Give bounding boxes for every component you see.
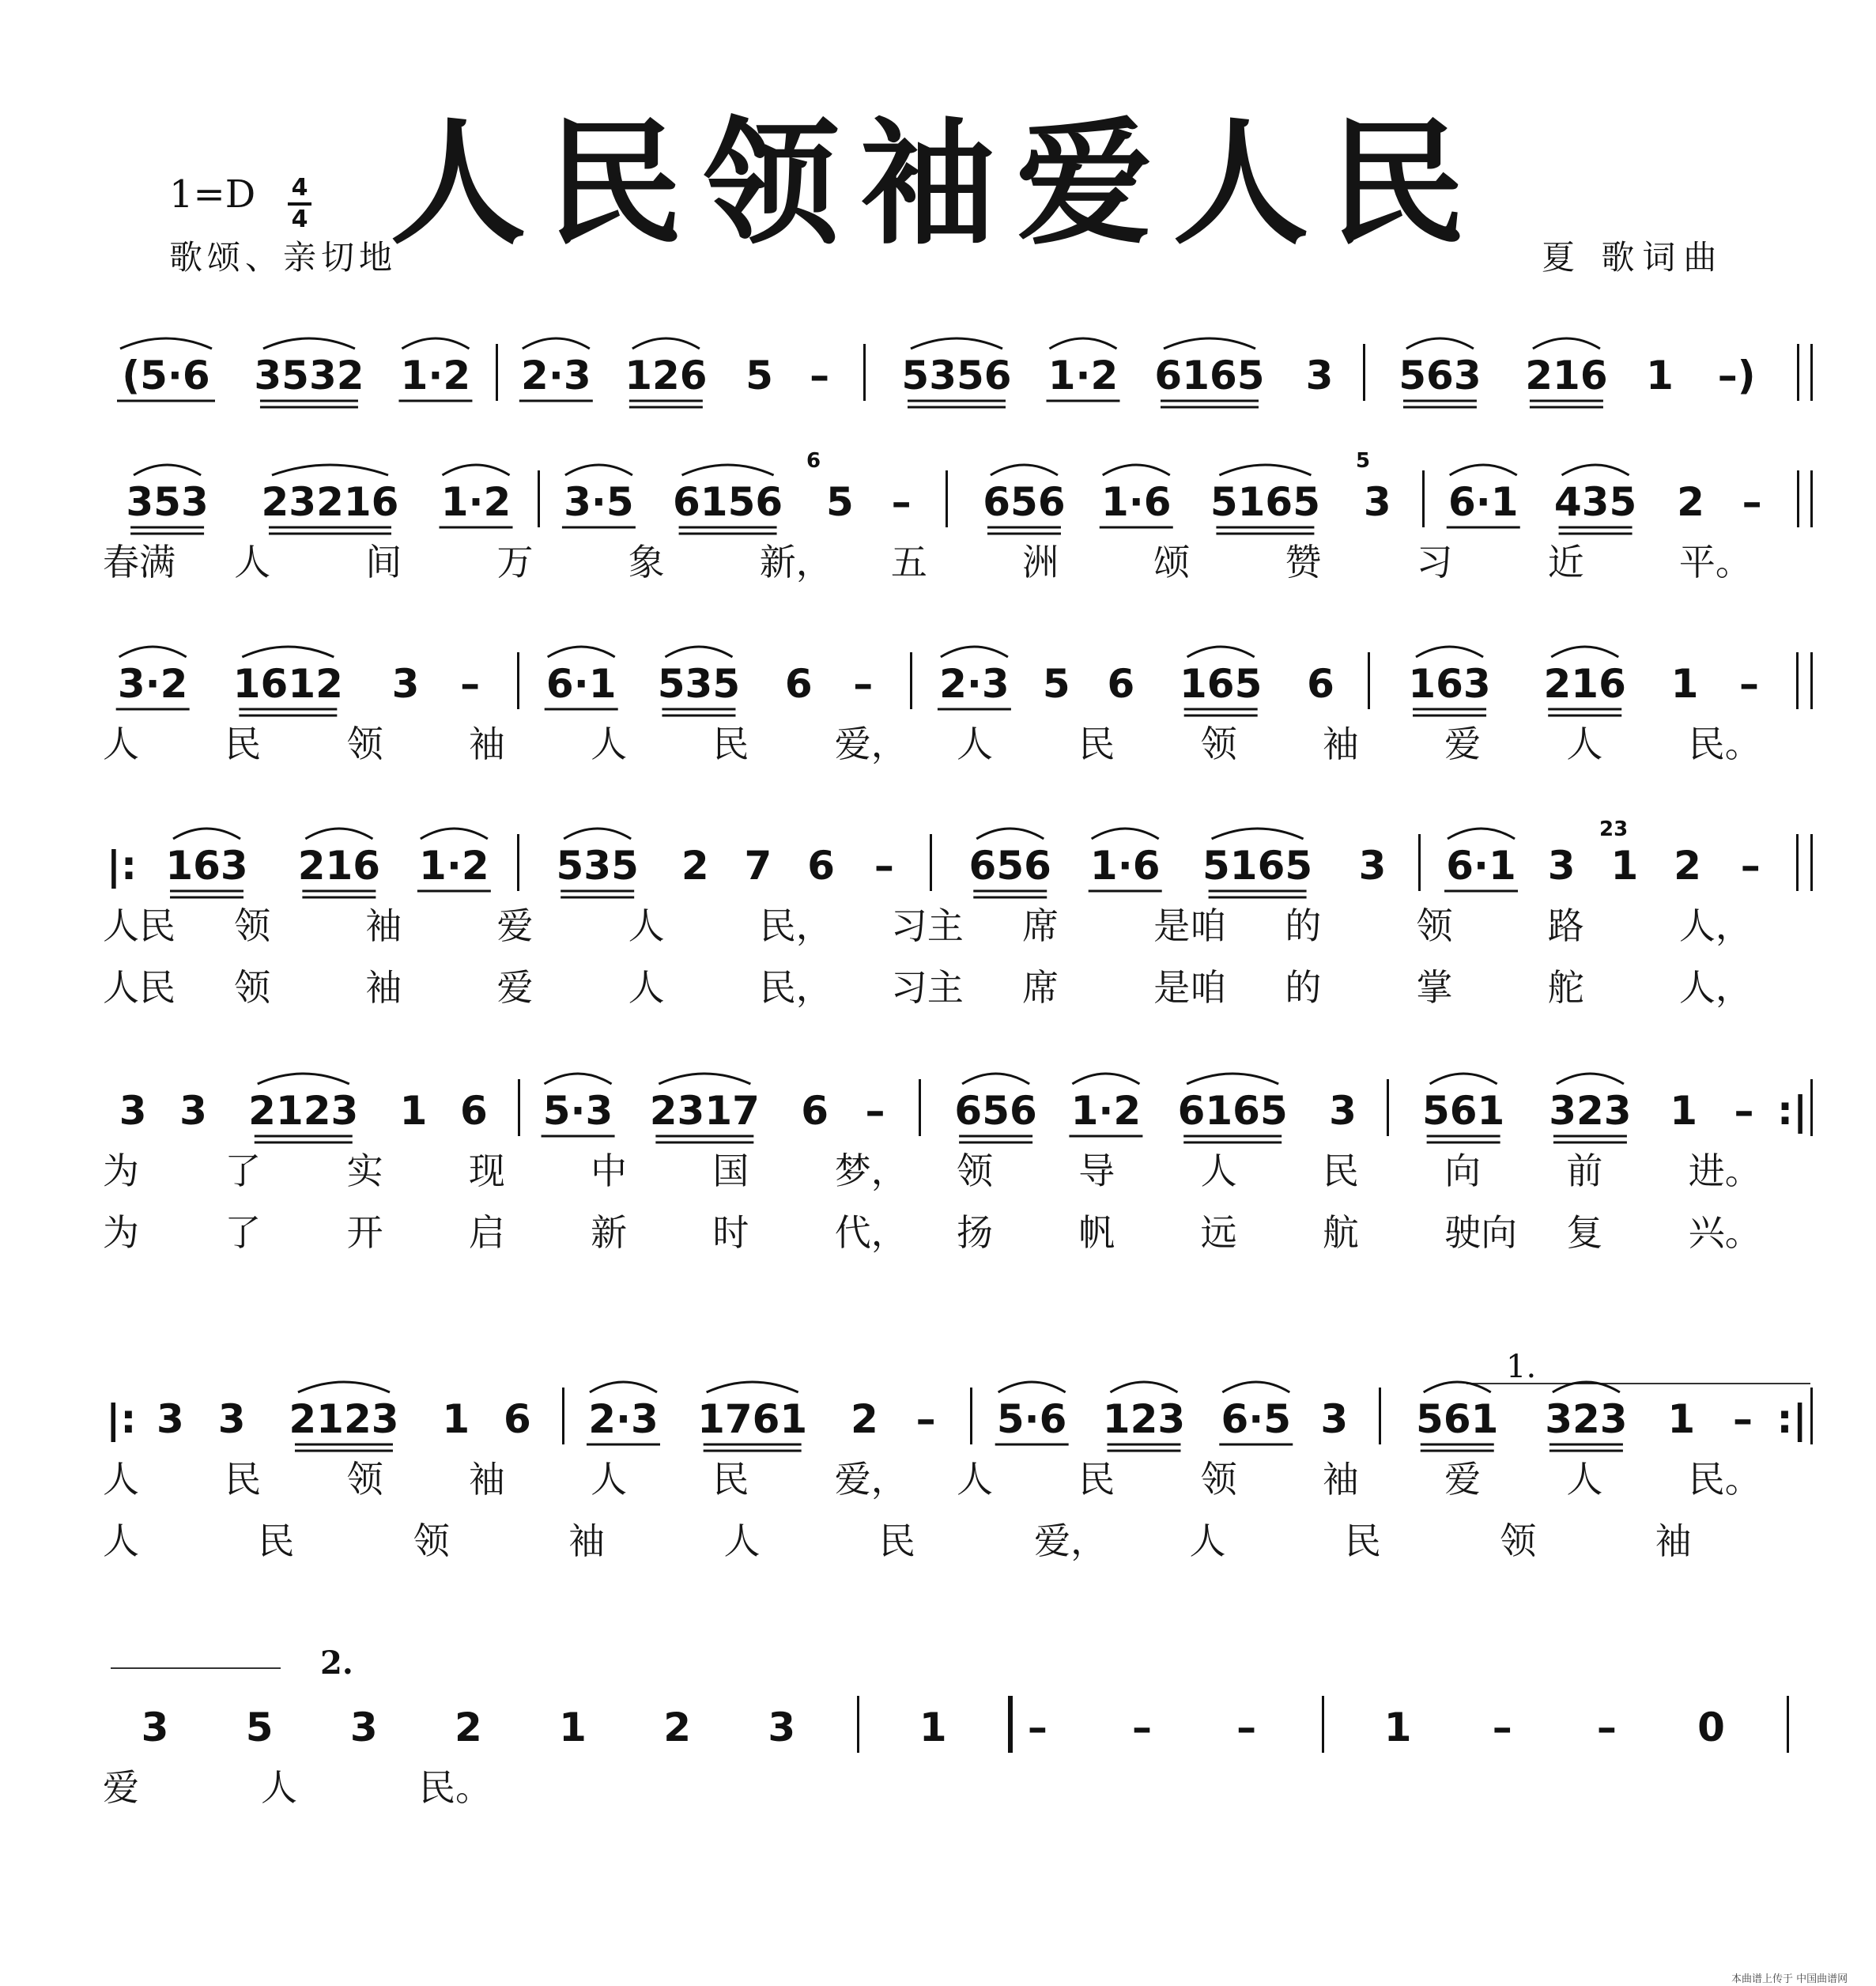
key-signature: 1=D	[169, 172, 256, 217]
lyric-syllable: 启	[468, 1211, 505, 1254]
lyric-syllable: 民，	[759, 904, 832, 947]
note: 1	[399, 1088, 428, 1134]
lyric-syllable: 袖	[1655, 1520, 1692, 1562]
lyric-syllable: 民	[1078, 723, 1115, 765]
lyric-syllable: 梦，	[834, 1150, 908, 1192]
lyric-syllable: 领	[413, 1520, 450, 1562]
slur	[548, 647, 615, 657]
slur	[305, 829, 372, 839]
note: 2·3	[521, 353, 591, 398]
lyric-syllable: 领	[346, 1458, 383, 1501]
note: 1	[1670, 661, 1699, 707]
slur	[1110, 1382, 1177, 1392]
lyric-syllable: 习	[1416, 541, 1453, 583]
lyric-syllable: 扬	[957, 1211, 993, 1254]
meter-bottom: 4	[291, 206, 308, 233]
dash: –	[891, 479, 912, 525]
note: 323	[1549, 1088, 1632, 1134]
repeat-sign: :|	[1776, 1088, 1808, 1134]
lyric-syllable: 人民	[103, 904, 176, 947]
dash: –	[865, 1088, 885, 1134]
note: 216	[1543, 661, 1626, 707]
lyric-syllable: 习主	[890, 966, 964, 1009]
note: 1612	[232, 661, 343, 707]
lyric-syllable: 人	[1200, 1150, 1237, 1192]
slur	[1219, 465, 1311, 475]
lyric-syllable: 帆	[1078, 1211, 1115, 1254]
note: 6·1	[545, 661, 617, 707]
lyric-syllable: 人	[628, 966, 665, 1009]
grace-note: 23	[1599, 817, 1629, 841]
lyric-syllable: 袖	[365, 966, 402, 1009]
lyric-syllable: 民	[225, 723, 262, 765]
lyric-syllable: 人	[591, 1458, 628, 1501]
lyric-syllable: 的	[1285, 966, 1322, 1009]
note: 6	[1307, 661, 1334, 707]
note: 6·5	[1221, 1396, 1292, 1442]
note: 1	[1646, 353, 1674, 398]
note: 1	[1383, 1705, 1412, 1750]
note: 1·2	[440, 479, 511, 525]
lyric-syllable: 民	[712, 723, 749, 765]
note: 3532	[254, 353, 364, 398]
note: 3	[1358, 843, 1387, 889]
slur	[545, 1074, 612, 1084]
slur	[707, 1382, 798, 1392]
lyric-syllable: 路	[1547, 904, 1584, 947]
note: 535	[657, 661, 741, 707]
note: 0	[1697, 1705, 1725, 1750]
lyric-syllable: 领	[1200, 1458, 1237, 1501]
volta-first-label: 1.	[1506, 1349, 1537, 1385]
note: 3	[349, 1705, 378, 1750]
slur	[1103, 465, 1170, 475]
lyric-syllable: 导	[1078, 1150, 1115, 1192]
slur	[1551, 647, 1618, 657]
lyric-syllable: 了	[225, 1150, 262, 1192]
slur	[1050, 338, 1117, 349]
lyric-syllable: 袖	[568, 1520, 606, 1562]
note: 3	[1547, 843, 1576, 889]
note: 2	[1674, 843, 1701, 889]
lyric-syllable: 爱	[496, 966, 534, 1009]
lyric-syllable: 人	[261, 1766, 297, 1809]
lyric-syllable: 近	[1547, 541, 1584, 583]
lyric-syllable: 人	[957, 723, 993, 765]
lyric-syllable: 袖	[1322, 723, 1359, 765]
lyric-syllable: 颂	[1153, 541, 1191, 583]
slur	[991, 465, 1058, 475]
lyric-syllable: 赞	[1285, 541, 1322, 583]
lyric-syllable: 现	[468, 1150, 505, 1192]
lyric-syllable: 实	[346, 1150, 383, 1192]
note: 3	[179, 1088, 207, 1134]
composer-credit: 夏 歌词曲	[1542, 238, 1725, 277]
lyric-syllable: 人	[1189, 1520, 1226, 1562]
note: 1·2	[1070, 1088, 1142, 1134]
dash: –	[1739, 661, 1760, 707]
lyric-syllable: 袖	[365, 904, 402, 947]
slur	[665, 647, 732, 657]
dash: –	[915, 1396, 936, 1442]
lyric-syllable: 爱	[103, 1766, 139, 1809]
slur	[119, 647, 187, 657]
slur	[242, 647, 334, 657]
note: 3	[768, 1705, 796, 1750]
lyric-syllable: 万	[496, 541, 534, 583]
grace-note: 5	[1356, 449, 1371, 473]
note: 6	[504, 1396, 531, 1442]
note: 2	[1677, 479, 1704, 525]
note: 2	[663, 1705, 691, 1750]
note: 123	[1102, 1396, 1186, 1442]
note: 3	[1320, 1396, 1349, 1442]
note: 1761	[697, 1396, 808, 1442]
slur	[258, 1074, 349, 1084]
slur	[402, 338, 469, 349]
slur	[263, 338, 355, 349]
lyric-syllable: 袖	[1322, 1458, 1359, 1501]
dash: –	[460, 661, 481, 707]
slur	[1562, 465, 1629, 475]
slur	[1222, 1382, 1289, 1392]
footer-stamp: 本曲谱上传于 中国曲谱网	[1731, 1973, 1848, 1985]
note: 2	[851, 1396, 878, 1442]
note: 3·5	[564, 479, 634, 525]
slur	[590, 1382, 657, 1392]
note: 3	[1363, 479, 1391, 525]
lyric-syllable: 间	[365, 541, 402, 583]
lyric-syllable: 春满	[103, 541, 176, 583]
slur	[1416, 647, 1483, 657]
note: 5356	[901, 353, 1012, 398]
note: 163	[165, 843, 248, 889]
page-title: 人民领袖爱人民	[390, 103, 1486, 263]
note: 2317	[649, 1088, 760, 1134]
note: 5165	[1202, 843, 1313, 889]
note: 3·2	[117, 661, 188, 707]
note: 561	[1416, 1396, 1499, 1442]
slur	[682, 465, 774, 475]
note: 1	[1610, 843, 1639, 889]
note: 3	[119, 1088, 147, 1134]
note: 2	[454, 1705, 482, 1750]
slur	[120, 338, 212, 349]
note: 323	[1545, 1396, 1628, 1442]
lyric-syllable: 袖	[468, 723, 505, 765]
lyric-syllable: 民	[258, 1520, 295, 1562]
slur	[173, 829, 240, 839]
lyric-syllable: 爱	[496, 904, 534, 947]
note: 3	[157, 1396, 184, 1442]
lyric-syllable: 民。	[1688, 723, 1761, 765]
lyric-syllable: 席	[1022, 966, 1059, 1009]
note: 6	[801, 1088, 829, 1134]
note: 2·3	[588, 1396, 659, 1442]
lyric-syllable: 习主	[890, 904, 964, 947]
note: 3	[217, 1396, 246, 1442]
lyric-syllable: 爱，	[834, 1458, 908, 1501]
dash: –	[1734, 1088, 1754, 1134]
slur	[1557, 1074, 1624, 1084]
dash: –	[1740, 843, 1761, 889]
note: 5	[745, 353, 773, 398]
grace-note: 6	[806, 449, 821, 473]
note: 1·2	[419, 843, 489, 889]
lyric-syllable: 人	[103, 723, 139, 765]
dash: –	[1742, 479, 1762, 525]
dash: –	[1236, 1705, 1257, 1750]
dash: –)	[1717, 353, 1756, 398]
slur	[976, 829, 1044, 839]
lyric-syllable: 人	[103, 1520, 139, 1562]
slur	[911, 338, 1002, 349]
dash: –	[1733, 1396, 1753, 1442]
meter-top: 4	[291, 174, 308, 202]
note: 563	[1399, 353, 1482, 398]
note: 1·2	[1047, 353, 1119, 398]
lyric-syllable: 人	[723, 1520, 761, 1562]
note: 2123	[289, 1396, 399, 1442]
repeat-sign: :|	[1776, 1396, 1807, 1442]
note: 6·1	[1446, 843, 1516, 889]
note: 163	[1408, 661, 1491, 707]
note: 5·3	[542, 1088, 613, 1134]
lyric-syllable: 兴。	[1688, 1211, 1761, 1254]
slur	[272, 465, 388, 475]
note: 1	[1667, 1396, 1696, 1442]
note: 3	[391, 661, 420, 707]
dash: –	[1027, 1705, 1047, 1750]
slur	[1212, 829, 1304, 839]
note: 6	[784, 661, 813, 707]
slur	[1164, 338, 1255, 349]
note: (5·6	[122, 353, 210, 398]
lyric-syllable: 向	[1444, 1150, 1482, 1192]
note: 23216	[261, 479, 399, 525]
note: 6	[807, 843, 836, 889]
note: 5·6	[996, 1396, 1067, 1442]
slur	[298, 1382, 390, 1392]
lyric-syllable: 驶向	[1444, 1211, 1518, 1254]
note: 6	[459, 1088, 488, 1134]
slur	[1072, 1074, 1139, 1084]
slur	[523, 338, 590, 349]
lyric-syllable: 领	[1416, 904, 1453, 947]
note: 3	[141, 1705, 169, 1750]
lyric-syllable: 民	[712, 1458, 749, 1501]
lyric-syllable: 人，	[1678, 966, 1752, 1009]
lyric-syllable: 民，	[759, 966, 832, 1009]
dash: –	[1492, 1705, 1512, 1750]
lyric-syllable: 人	[1566, 723, 1603, 765]
note: 1	[559, 1705, 587, 1750]
slur	[998, 1382, 1066, 1392]
lyric-syllable: 领	[1500, 1520, 1537, 1562]
slur	[632, 338, 700, 349]
note: 7	[744, 843, 772, 889]
slur	[1406, 338, 1474, 349]
lyric-syllable: 领	[234, 904, 271, 947]
lyric-syllable: 进。	[1688, 1150, 1761, 1192]
lyric-syllable: 民	[225, 1458, 262, 1501]
note: 6165	[1154, 353, 1265, 398]
lyric-syllable: 领	[234, 966, 271, 1009]
lyric-syllable: 人	[103, 1458, 139, 1501]
note: 3	[1305, 353, 1334, 398]
slur	[443, 465, 510, 475]
lyric-syllable: 民	[1344, 1520, 1381, 1562]
note: 2	[681, 843, 709, 889]
note: 1·6	[1100, 479, 1172, 525]
slur	[1092, 829, 1159, 839]
note: 2123	[248, 1088, 359, 1134]
note: 216	[1525, 353, 1608, 398]
lyric-syllable: 舵	[1547, 966, 1584, 1009]
lyric-syllable: 爱	[1444, 723, 1482, 765]
note: 1	[442, 1396, 470, 1442]
lyric-syllable: 人	[591, 723, 628, 765]
lyric-syllable: 为	[103, 1211, 139, 1254]
lyric-syllable: 掌	[1416, 966, 1453, 1009]
lyric-syllable: 爱，	[834, 723, 908, 765]
lyric-syllable: 民。	[419, 1766, 492, 1809]
note: 5165	[1210, 479, 1320, 525]
note: 1·2	[400, 353, 471, 398]
slur	[1533, 338, 1600, 349]
lyric-syllable: 了	[225, 1211, 262, 1254]
note: 216	[297, 843, 381, 889]
note: 6	[1107, 661, 1135, 707]
slur	[421, 829, 488, 839]
note: 656	[983, 479, 1066, 525]
lyric-syllable: 五	[890, 541, 927, 583]
note: 1	[1670, 1088, 1698, 1134]
lyric-syllable: 的	[1285, 904, 1322, 947]
lyric-syllable: 爱	[1444, 1458, 1482, 1501]
slur	[1450, 465, 1517, 475]
lyric-syllable: 复	[1566, 1211, 1603, 1254]
slur	[134, 465, 201, 475]
repeat-sign: |:	[106, 1396, 137, 1442]
dash: –	[853, 661, 874, 707]
lyric-syllable: 国	[712, 1150, 749, 1192]
note: 353	[126, 479, 209, 525]
note: 1	[919, 1705, 947, 1750]
lyric-syllable: 席	[1022, 904, 1059, 947]
slur	[941, 647, 1008, 657]
note: 2·3	[939, 661, 1010, 707]
lyric-syllable: 人	[1566, 1458, 1603, 1501]
dash: –	[1596, 1705, 1617, 1750]
lyric-syllable: 爱，	[1034, 1520, 1108, 1562]
lyric-syllable: 民。	[1688, 1458, 1761, 1501]
dash: –	[1131, 1705, 1152, 1750]
volta-second-label: 2.	[320, 1644, 353, 1682]
slur	[659, 1074, 750, 1084]
lyric-syllable: 象	[628, 541, 665, 583]
slur	[1430, 1074, 1497, 1084]
note: 535	[556, 843, 639, 889]
slur	[1448, 829, 1515, 839]
note: 5	[825, 479, 854, 525]
lyric-syllable: 领	[957, 1150, 993, 1192]
expression-mark: 歌颂、亲切地	[169, 238, 398, 277]
slur	[1187, 647, 1255, 657]
lyric-syllable: 新，	[759, 541, 832, 583]
lyric-syllable: 代，	[834, 1211, 908, 1254]
note: 5	[1042, 661, 1070, 707]
lyric-syllable: 新	[591, 1211, 628, 1254]
note: 6165	[1177, 1088, 1288, 1134]
lyric-syllable: 远	[1200, 1211, 1237, 1254]
note: 561	[1421, 1088, 1505, 1134]
lyric-syllable: 民	[878, 1520, 915, 1562]
lyric-syllable: 人	[234, 541, 271, 583]
lyric-syllable: 是咱	[1153, 904, 1227, 947]
lyric-syllable: 为	[103, 1150, 139, 1192]
slur	[1187, 1074, 1278, 1084]
note: 126	[625, 353, 708, 398]
dash: –	[810, 353, 830, 398]
note: 656	[968, 843, 1051, 889]
lyric-syllable: 民	[1322, 1150, 1359, 1192]
note: 6156	[672, 479, 783, 525]
lyric-syllable: 平。	[1678, 541, 1752, 583]
lyric-syllable: 航	[1322, 1211, 1359, 1254]
lyric-syllable: 中	[591, 1150, 628, 1192]
lyric-syllable: 洲	[1022, 541, 1059, 583]
lyric-syllable: 民	[1078, 1458, 1115, 1501]
dash: –	[874, 843, 894, 889]
slur	[565, 465, 632, 475]
lyric-syllable: 人民	[103, 966, 176, 1009]
lyric-syllable: 袖	[468, 1458, 505, 1501]
slur	[564, 829, 631, 839]
lyric-syllable: 前	[1566, 1150, 1603, 1192]
lyric-syllable: 人	[628, 904, 665, 947]
lyric-syllable: 是咱	[1153, 966, 1227, 1009]
lyric-syllable: 人	[957, 1458, 993, 1501]
lyric-syllable: 领	[1200, 723, 1237, 765]
note: 435	[1553, 479, 1637, 525]
note: 6·1	[1448, 479, 1519, 525]
slur	[962, 1074, 1029, 1084]
lyric-syllable: 开	[346, 1211, 383, 1254]
note: 3	[1329, 1088, 1357, 1134]
note: 656	[954, 1088, 1037, 1134]
note: 5	[245, 1705, 274, 1750]
lyric-syllable: 领	[346, 723, 383, 765]
repeat-sign: |:	[106, 843, 138, 889]
lyric-syllable: 人，	[1678, 904, 1752, 947]
note: 1·6	[1089, 843, 1161, 889]
note: 165	[1179, 661, 1263, 707]
lyric-syllable: 时	[712, 1211, 749, 1254]
